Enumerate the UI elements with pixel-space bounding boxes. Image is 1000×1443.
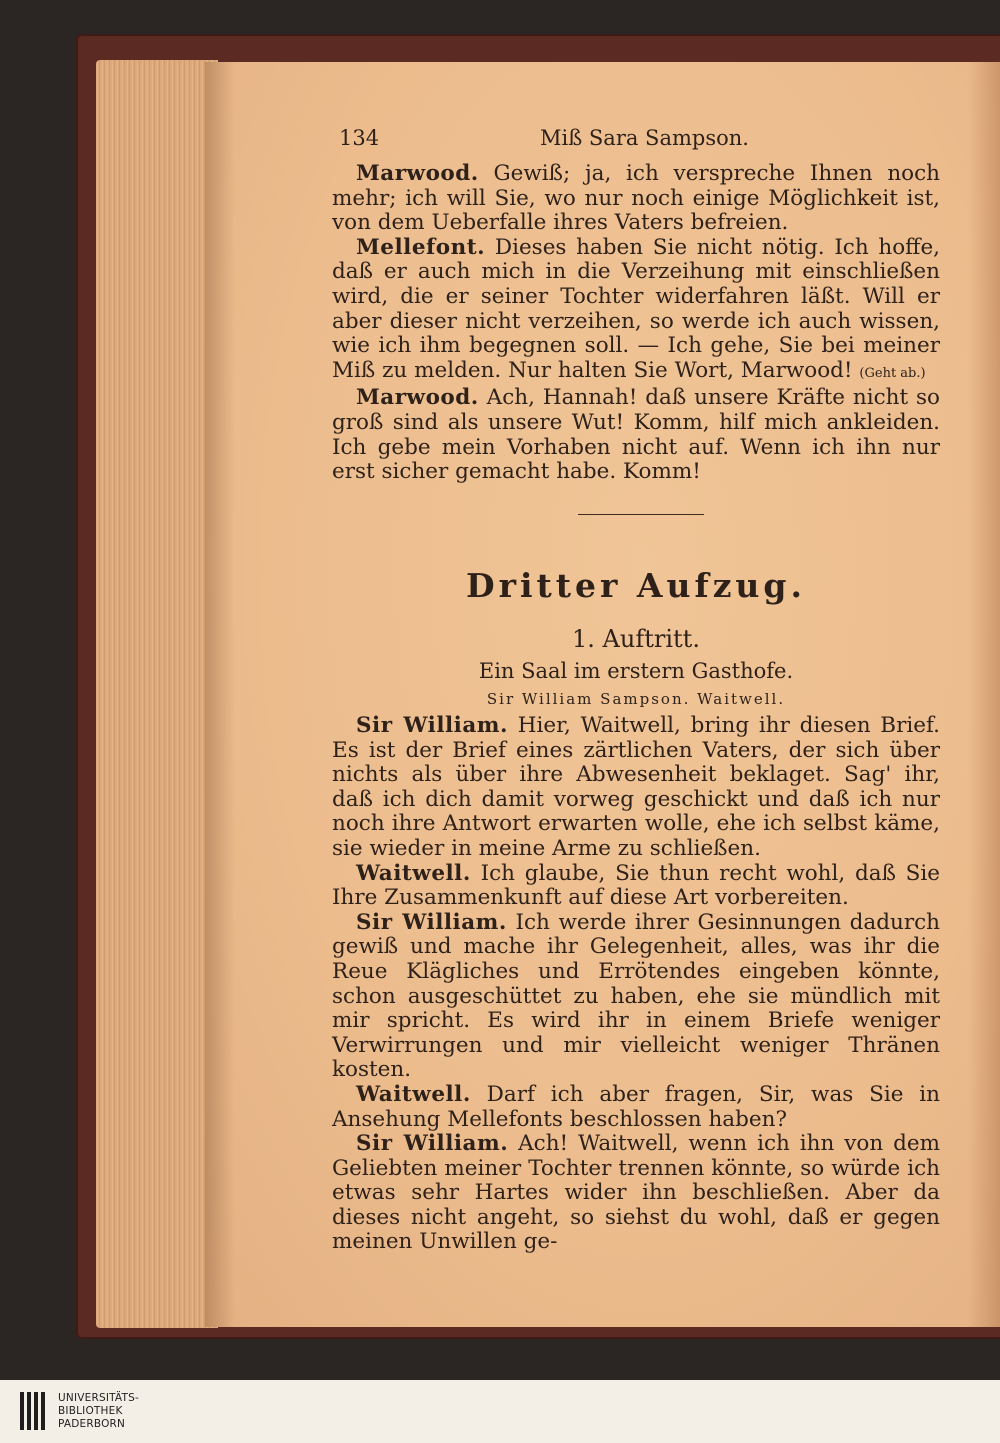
gutter-shadow xyxy=(205,62,235,1327)
dialogue-text: Darf ich aber fragen, Sir, was Sie in Ansehung Mellefonts beschlossen haben? xyxy=(332,1081,941,1132)
section-divider xyxy=(578,514,704,515)
speaker-name: Sir William. xyxy=(356,1131,509,1157)
speaker-name: Sir William. xyxy=(356,713,509,738)
dialogue-text: Hier, Waitwell, bring ihr diesen Brief. Es ist der Brief eines zärtlichen Vaters, der sich über nichts als über ihre Abwesenheit beklaget. Sag' ihr, daß ich dich damit vorweg geschickt und daß ich nur noch ihre Antwort erwarten wolle, ehe ich selbst käme, sie wieder in meine Arme zu schließen. xyxy=(332,713,940,861)
library-name-line-3: PADERBORN xyxy=(58,1418,126,1430)
speaker-name: Sir William. xyxy=(356,909,507,935)
page-edges xyxy=(96,60,218,1328)
speaker-name: Waitwell. xyxy=(356,860,471,886)
character-list: Sir William Sampson. Waitwell. xyxy=(486,690,786,708)
running-title: Miß Sara Sampson. xyxy=(540,126,749,150)
page-curl-shadow xyxy=(968,62,1000,1327)
speaker-name: Mellefont. xyxy=(356,234,486,260)
scene-setting: Ein Saal im erstern Gasthofe. xyxy=(478,659,794,683)
dialogue-text: Dieses haben Sie nicht nötig. Ich hoffe, daß er auch mich in die Verzeihung mit einschließen wird, die er seiner Tochter widerfahren läßt. Will er aber dieser nicht verzeihen, so werde ich auch wissen, wie ich ihm begegnen soll. — Ich gehe, Sie bei meiner Miß zu melden. Nur halten Sie Wort, Marwood! xyxy=(332,234,940,383)
dialogue-text: Ach! Waitwell, wenn ich ihn von dem Geliebten meiner Tochter trennen könnte, so würde ich etwas sehr Hartes wider ihn beschließen. Aber da dieses nicht angeht, so siehst du wohl, daß er gegen meinen Unwillen ge- xyxy=(332,1131,940,1255)
dialogue-text: Ich werde ihrer Gesinnungen dadurch gewiß und mache ihr Gelegenheit, alles, was ihr die Reue Klägliches und Errötendes eingeben könnte, schon ausgeschüttet zu haben, ehe sie mündlich mit mir spricht. Es wird ihr in einem Briefe weniger Verwirrungen und mir vielleicht weniger Thränen kosten. xyxy=(332,909,940,1083)
dialogue-paragraph xyxy=(332,1083,940,1132)
act-title: Dritter Aufzug. xyxy=(466,566,806,605)
dialogue-paragraph xyxy=(332,862,940,911)
library-name-line-2: BIBLIOTHEK xyxy=(58,1405,123,1417)
speaker-name: Marwood. xyxy=(356,161,479,186)
page-number: 134 xyxy=(339,126,380,150)
dialogue-text: Ach, Hannah! daß unsere Kräfte nicht so groß sind als unsere Wut! Komm, hilf mich ankleiden. Ich gebe mein Vorhaben nicht auf. Wenn ich ihn nur erst sicher gemacht habe. Komm! xyxy=(332,385,940,485)
dialogue-text: Gewiß; ja, ich verspreche Ihnen noch mehr; ich will Sie, wo nur noch einige Möglichkeit ist, von dem Ueberfalle ihres Vaters befreien. xyxy=(332,161,940,236)
library-logo-icon xyxy=(20,1392,50,1430)
dialogue-paragraph xyxy=(332,162,940,236)
dialogue-paragraph xyxy=(332,1132,940,1255)
dialogue-paragraph xyxy=(332,714,940,862)
dialogue-block-1 xyxy=(332,162,940,485)
dialogue-block-2 xyxy=(332,714,940,1255)
stage-direction: (Geht ab.) xyxy=(859,365,926,381)
scene-title: 1. Auftritt. xyxy=(572,625,700,653)
speaker-name: Waitwell. xyxy=(356,1081,471,1107)
library-name-line-1: UNIVERSITÄTS- xyxy=(58,1392,139,1404)
dialogue-text: Ich glaube, Sie thun recht wohl, daß Sie Ihre Zusammenkunft auf diese Art vorbereiten. xyxy=(332,860,940,911)
speaker-name: Marwood. xyxy=(356,385,479,411)
dialogue-paragraph xyxy=(332,386,940,484)
dialogue-paragraph xyxy=(332,236,940,387)
dialogue-paragraph xyxy=(332,911,940,1083)
